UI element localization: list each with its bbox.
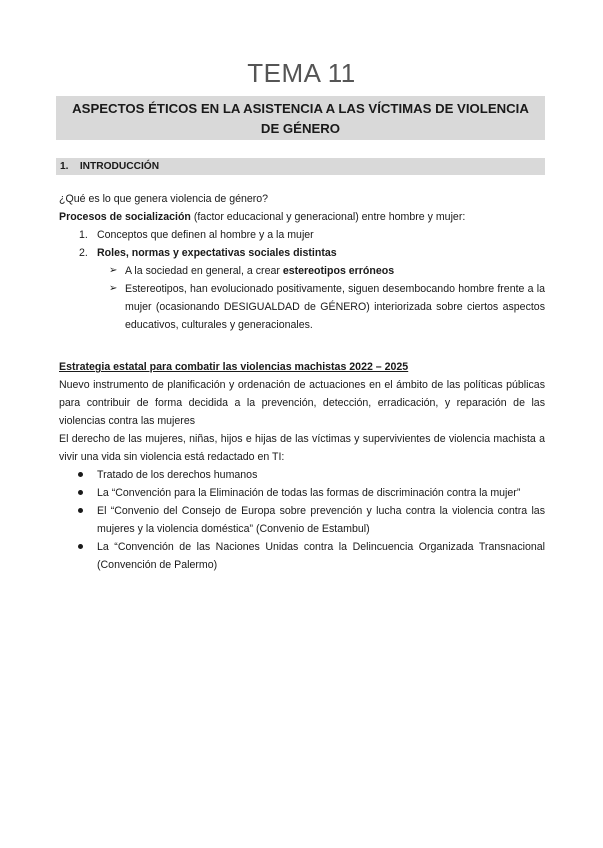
bullet-dot-icon	[78, 490, 83, 495]
procesos-bold: Procesos de socialización	[59, 211, 191, 223]
bullet-text: Tratado de los derechos humanos	[97, 469, 258, 481]
intro-question: ¿Qué es lo que genera violencia de género?	[59, 193, 269, 205]
document-body	[59, 190, 545, 574]
bullet-item	[59, 484, 545, 502]
main-heading-line2: DE GÉNERO	[260, 121, 341, 136]
arrow-sublist	[59, 262, 545, 334]
bullet-dot-icon	[78, 472, 83, 477]
bullet-text: La “Convención para la Eliminación de todas las formas de discriminación contra la mujer”	[97, 487, 521, 499]
arrow-bullet-icon: ➢	[109, 265, 118, 276]
list-item	[59, 226, 545, 244]
bullet-item	[59, 466, 545, 484]
main-heading-line1: ASPECTOS ÉTICOS EN LA ASISTENCIA A LAS VÍCTIMAS DE VIOLENCIA	[72, 101, 529, 116]
list-item-number: 1.	[79, 229, 88, 241]
bullet-text: El “Convenio del Consejo de Europa sobre prevención y lucha contra la violencia contra las mujeres y la violencia doméstica” (Convenio de Estambul)	[97, 505, 545, 535]
sub-item-bold: estereotipos erróneos	[282, 265, 395, 277]
intro-procesos	[59, 208, 545, 226]
bullet-text: La “Convención de las Naciones Unidas contra la Delincuencia Organizada Transnacional (Convención de Palermo)	[97, 541, 545, 571]
bullet-dot-icon	[78, 544, 83, 549]
bullet-dot-icon	[78, 508, 83, 513]
main-heading-band	[56, 96, 545, 140]
list-item	[59, 244, 545, 262]
sub-item-pre: Estereotipos, han evolucionado positivamente, siguen desembocando hombre frente a la mujer (ocasionando DESIGUALDAD de GÉNERO) interiorizada sobre ciertos aspectos educativos, culturales y generacionales.	[125, 283, 545, 331]
numbered-list	[59, 226, 545, 262]
strategy-heading: Estrategia estatal para combatir las violencias machistas 2022 – 2025	[59, 361, 409, 373]
section-number: 1.	[60, 161, 69, 172]
list-item-text: Roles, normas y expectativas sociales distintas	[97, 247, 337, 259]
strategy-paragraph-2: El derecho de las mujeres, niñas, hijos e hijas de las víctimas y supervivientes de violencia machista a vivir una vida sin violencia está redactado en TI:	[59, 433, 545, 463]
bullet-item	[59, 502, 545, 538]
list-item-text: Conceptos que definen al hombre y a la mujer	[97, 229, 314, 241]
arrow-bullet-icon: ➢	[109, 283, 118, 294]
section-label: INTRODUCCIÓN	[79, 161, 160, 172]
sub-list-item	[59, 280, 545, 334]
procesos-rest: (factor educacional y generacional) entre hombre y mujer:	[190, 211, 466, 223]
list-item-number: 2.	[79, 247, 88, 259]
strategy-paragraph-1: Nuevo instrumento de planificación y ordenación de actuaciones en el ámbito de las políticas públicas para contribuir de forma decidida a la prevención, detección, erradicación, y reparación de las violencias contra las mujeres	[59, 379, 545, 427]
page-title: TEMA 11	[247, 58, 356, 88]
section-heading-band	[56, 158, 545, 175]
sub-item-pre: A la sociedad en general, a crear	[125, 265, 283, 277]
bullet-list	[59, 466, 545, 574]
sub-list-item	[59, 262, 545, 280]
bullet-item	[59, 538, 545, 574]
